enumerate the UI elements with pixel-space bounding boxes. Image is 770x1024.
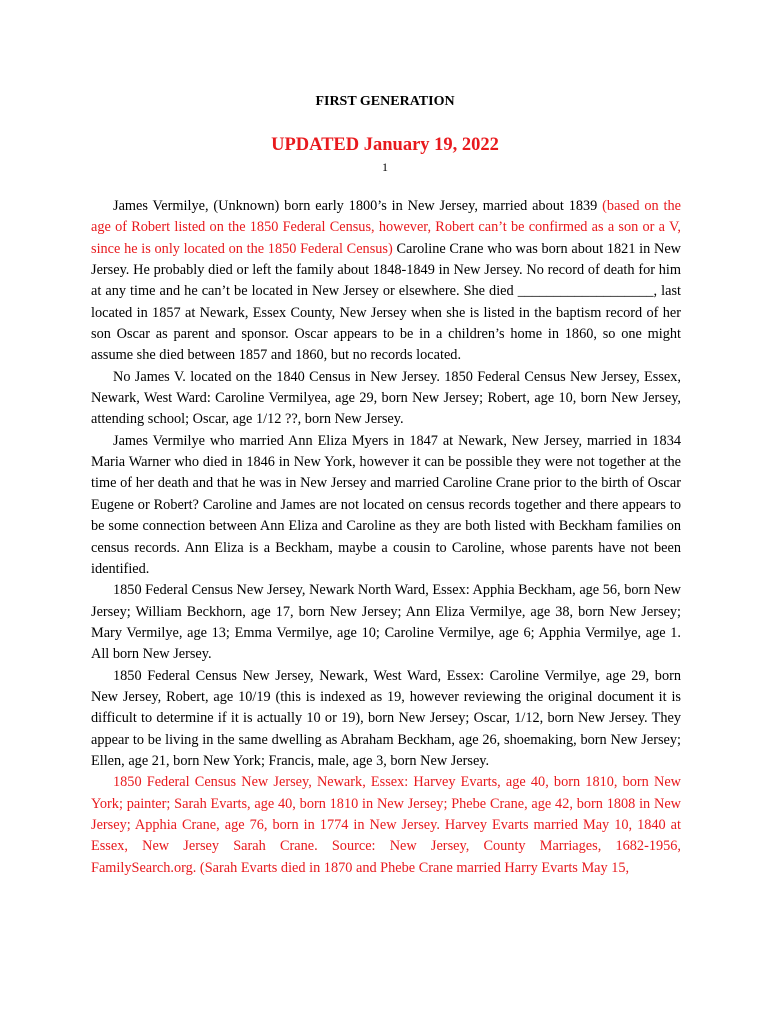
paragraph-ann-eliza-myers: James Vermilye who married Ann Eliza Myers in 1847 at Newark, New Jersey, married in 1834 Maria Warner who died in 1846 in New York, however it can be possible they were not together at the time of her death and that he was in New Jersey and married Caroline Crane prior to the birth of Oscar Eugene or Robert? Caroline and James are not located on census records together and there appears to be some connection between Ann Eliza and Caroline as they are both listed with Beckham families on census records. Ann Eliza is a Beckham, maybe a cousin to Caroline, whose parents have not been identified. [91,432,681,577]
paragraph-text: James Vermilye, (Unknown) born early 1800’s in New Jersey, married about 1839 [113,198,603,214]
generation-title: FIRST GENERATION [315,94,455,109]
paragraph-text: Caroline Crane who was born about 1821 in New Jersey. He probably died or left the family about 1848-1849 in New Jersey. No record of death for him at any time and he can’t be located in New Jersey or elsewhere. She died ___________________, last located in 1857 at Newark, Essex County, New Jersey when she is listed in the baptism record of her son Oscar as parent and sponsor. Oscar appears to be in a children’s home in 1860, so one might assume she died between 1857 and 1860, but no records located. [91,240,681,364]
paragraph-harvey-evarts: 1850 Federal Census New Jersey, Newark, Essex: Harvey Evarts, age 40, born 1810, born New York; painter; Sarah Evarts, age 40, born 1810 in New Jersey; Phebe Crane, age 42, born 1808 in New Jersey; Apphia Crane, age 76, born in 1774 in New Jersey. Harvey Evarts married May 10, 1840 at Essex, New Jersey Sarah Crane. Source: New Jersey, County Marriages, 1682-1956, FamilySearch.org. (Sarah Evarts died in 1870 and Phebe Crane married Harry Evarts May 15, [91,774,681,876]
paragraph-james-vermilye [91,196,681,367]
updated-date-heading: UPDATED January 19, 2022 [271,135,499,155]
document-body [91,196,681,879]
paragraph-newark-north-ward: 1850 Federal Census New Jersey, Newark North Ward, Essex: Apphia Beckham, age 56, born New Jersey; William Beckhorn, age 17, born New Jersey; Ann Eliza Vermilye, age 38, born New Jersey; Mary Vermilye, age 13; Emma Vermilye, age 10; Caroline Vermilye, age 6; Apphia Vermilye, age 1. All born New Jersey. [91,582,681,663]
census-note-highlight: (based on the age of Robert listed on the 1850 Federal Census, however, Robert can’t be confirmed as a son or a V, since he is only located on the 1850 Federal Census) [91,198,681,257]
paragraph-newark-west-ward: 1850 Federal Census New Jersey, Newark, West Ward, Essex: Caroline Vermilye, age 29, born New Jersey, Robert, age 10/19 (this is indexed as 19, however reviewing the original document it is difficult to determine if it is actually 10 or 19), born New Jersey; Oscar, 1/12, born New Jersey. They appear to be living in the same dwelling as Abraham Beckham, age 26, shoemaking, born New Jersey; Ellen, age 21, born New York; Francis, male, age 3, born New Jersey. [91,667,681,769]
paragraph-1840-census: No James V. located on the 1840 Census in New Jersey. 1850 Federal Census New Jersey, Essex, Newark, West Ward: Caroline Vermilyea, age 29, born New Jersey; Robert, age 10, born New Jersey, attending school; Oscar, age 1/12 ??, born New Jersey. [91,368,681,428]
page-number: 1 [382,160,388,174]
